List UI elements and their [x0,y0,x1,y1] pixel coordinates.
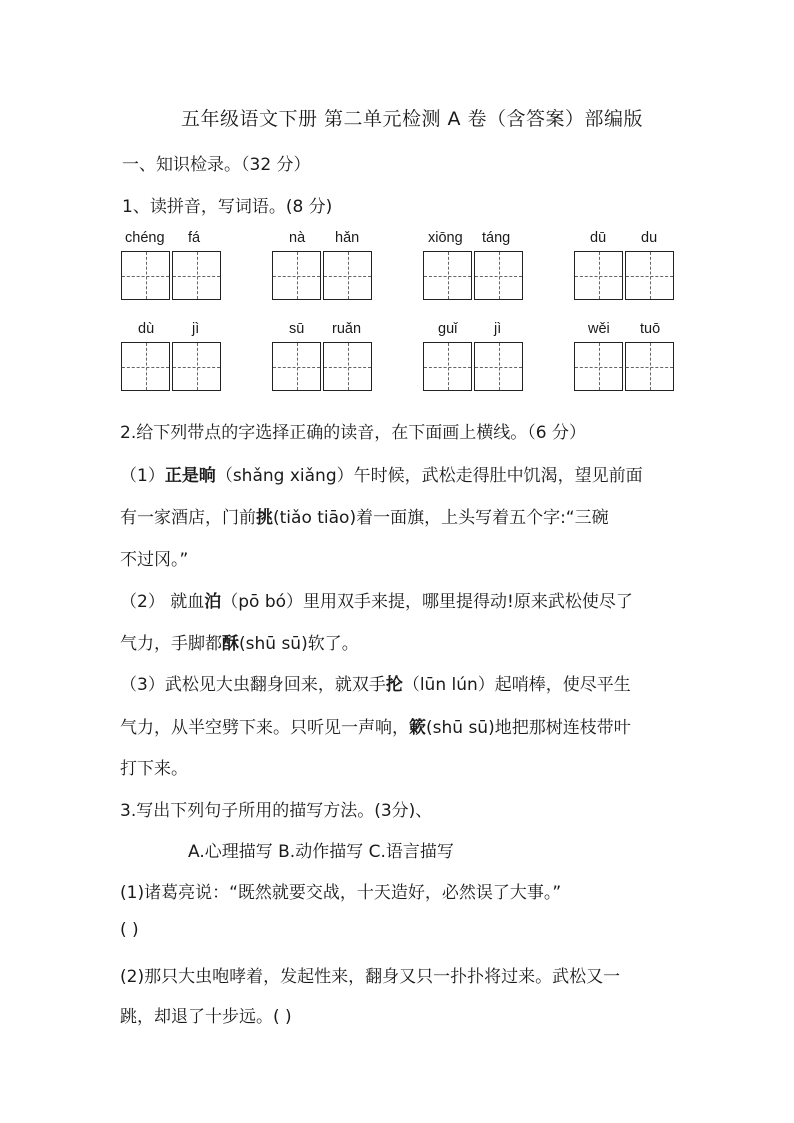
char-box[interactable] [423,342,472,391]
pinyin-label: dū [590,230,607,246]
sentence-text: 气力，从半空劈下来。只听见一声响， [120,718,409,738]
question-3-prompt: 3.写出下列句子所用的描写方法。(3分)、 [120,801,433,821]
char-box[interactable] [323,251,372,300]
sentence-text: 气力，手脚都 [120,634,222,654]
dotted-chars: 正是 [164,466,199,486]
sentence-text: （3）武松见大虫翻身回来，就双手 [120,675,386,695]
char-box[interactable] [423,251,472,300]
pinyin-label: wěi [588,321,610,337]
char-box[interactable] [625,251,674,300]
pinyin-label: chéng [125,230,165,246]
pinyin-label: dù [138,321,155,337]
dotted-char[interactable]: 酥 [222,634,239,654]
pinyin-label: xiōng [428,230,463,246]
char-box[interactable] [272,342,321,391]
pinyin-label: hǎn [335,230,360,246]
dotted-char[interactable]: 抡 [385,675,403,695]
page-title: 五年级语文下册 第二单元检测 A 卷（含答案）部编版 [180,108,644,130]
writing-grid[interactable] [574,342,674,392]
pinyin-label: sū [289,321,305,337]
char-box[interactable] [172,342,221,391]
writing-grid[interactable] [574,251,674,301]
sentence-text: (tiǎo tiāo)着一面旗，上头写着五个字:“三碗 [273,508,609,528]
pinyin-label: nà [289,230,306,246]
pinyin-label: fá [188,230,201,246]
answer-options: A.心理描写 B.动作描写 C.语言描写 [188,842,454,862]
char-box[interactable] [323,342,372,391]
writing-grid[interactable] [423,342,523,392]
q2-item-2-line-1 [120,587,680,612]
sentence-text: （pō bó）里用双手来提，哪里提得动!原来武松使尽了 [221,592,633,612]
q3-item-2-line-1: (2)那只大虫咆哮着，发起性来，翻身又只一扑扑将过来。武松又一 [120,967,621,987]
writing-grid[interactable] [121,251,221,301]
dotted-char[interactable]: 泊 [204,592,222,612]
dotted-char[interactable]: 挑 [256,508,273,528]
pinyin-label: du [641,230,658,246]
question-2-prompt: 2.给下列带点的字选择正确的读音，在下面画上横线。（6 分） [120,423,586,443]
q2-item-1-line-3: 不过冈。” [120,550,189,570]
q2-item-1-line-2 [120,503,680,528]
dotted-char[interactable]: 晌 [198,466,216,486]
char-box[interactable] [172,251,221,300]
q3-item-1: (1)诸葛亮说：“既然就要交战，十天造好，必然误了大事。” [120,883,562,903]
char-box[interactable] [272,251,321,300]
pinyin-label: jì [494,321,502,337]
pinyin-label: tuō [640,321,661,337]
q2-item-1-line-1 [120,461,680,486]
char-box[interactable] [625,342,674,391]
sentence-text: （shǎng xiǎng）午时候，武松走得肚中饥渴，望见前面 [215,466,643,486]
q2-item-3-line-1 [120,670,680,695]
sentence-text: （lūn lún）起哨棒，使尽平生 [402,675,631,695]
char-box[interactable] [474,251,523,300]
writing-grid[interactable] [121,342,221,392]
writing-grid[interactable] [272,342,372,392]
sentence-text: (shū sū)地把那树连枝带叶 [426,718,631,738]
sentence-text: (shū sū)软了。 [239,634,359,654]
char-box[interactable] [574,342,623,391]
sentence-text: （2） 就血 [120,592,205,612]
pinyin-label: jì [192,321,200,337]
writing-grid[interactable] [272,251,372,301]
char-box[interactable] [574,251,623,300]
pinyin-label: ruǎn [332,321,362,337]
q2-item-2-line-2 [120,629,680,654]
answer-blank[interactable]: ( ) [120,920,139,940]
q2-item-3-line-3: 打下来。 [120,759,188,779]
section-heading: 一、知识检录。（32 分） [122,155,311,175]
q3-item-2-line-2[interactable]: 跳，却退了十步远。( ) [120,1007,292,1027]
pinyin-label: guǐ [438,321,458,337]
item-number: （1） [120,466,165,486]
dotted-char[interactable]: 簌 [409,718,426,738]
char-box[interactable] [474,342,523,391]
q2-item-3-line-2 [120,713,680,738]
pinyin-label: táng [482,230,511,246]
question-1-prompt: 1、读拼音，写词语。(8 分) [122,197,333,217]
writing-grid[interactable] [423,251,523,301]
char-box[interactable] [121,342,170,391]
sentence-text: 有一家酒店，门前 [120,508,256,528]
char-box[interactable] [121,251,170,300]
